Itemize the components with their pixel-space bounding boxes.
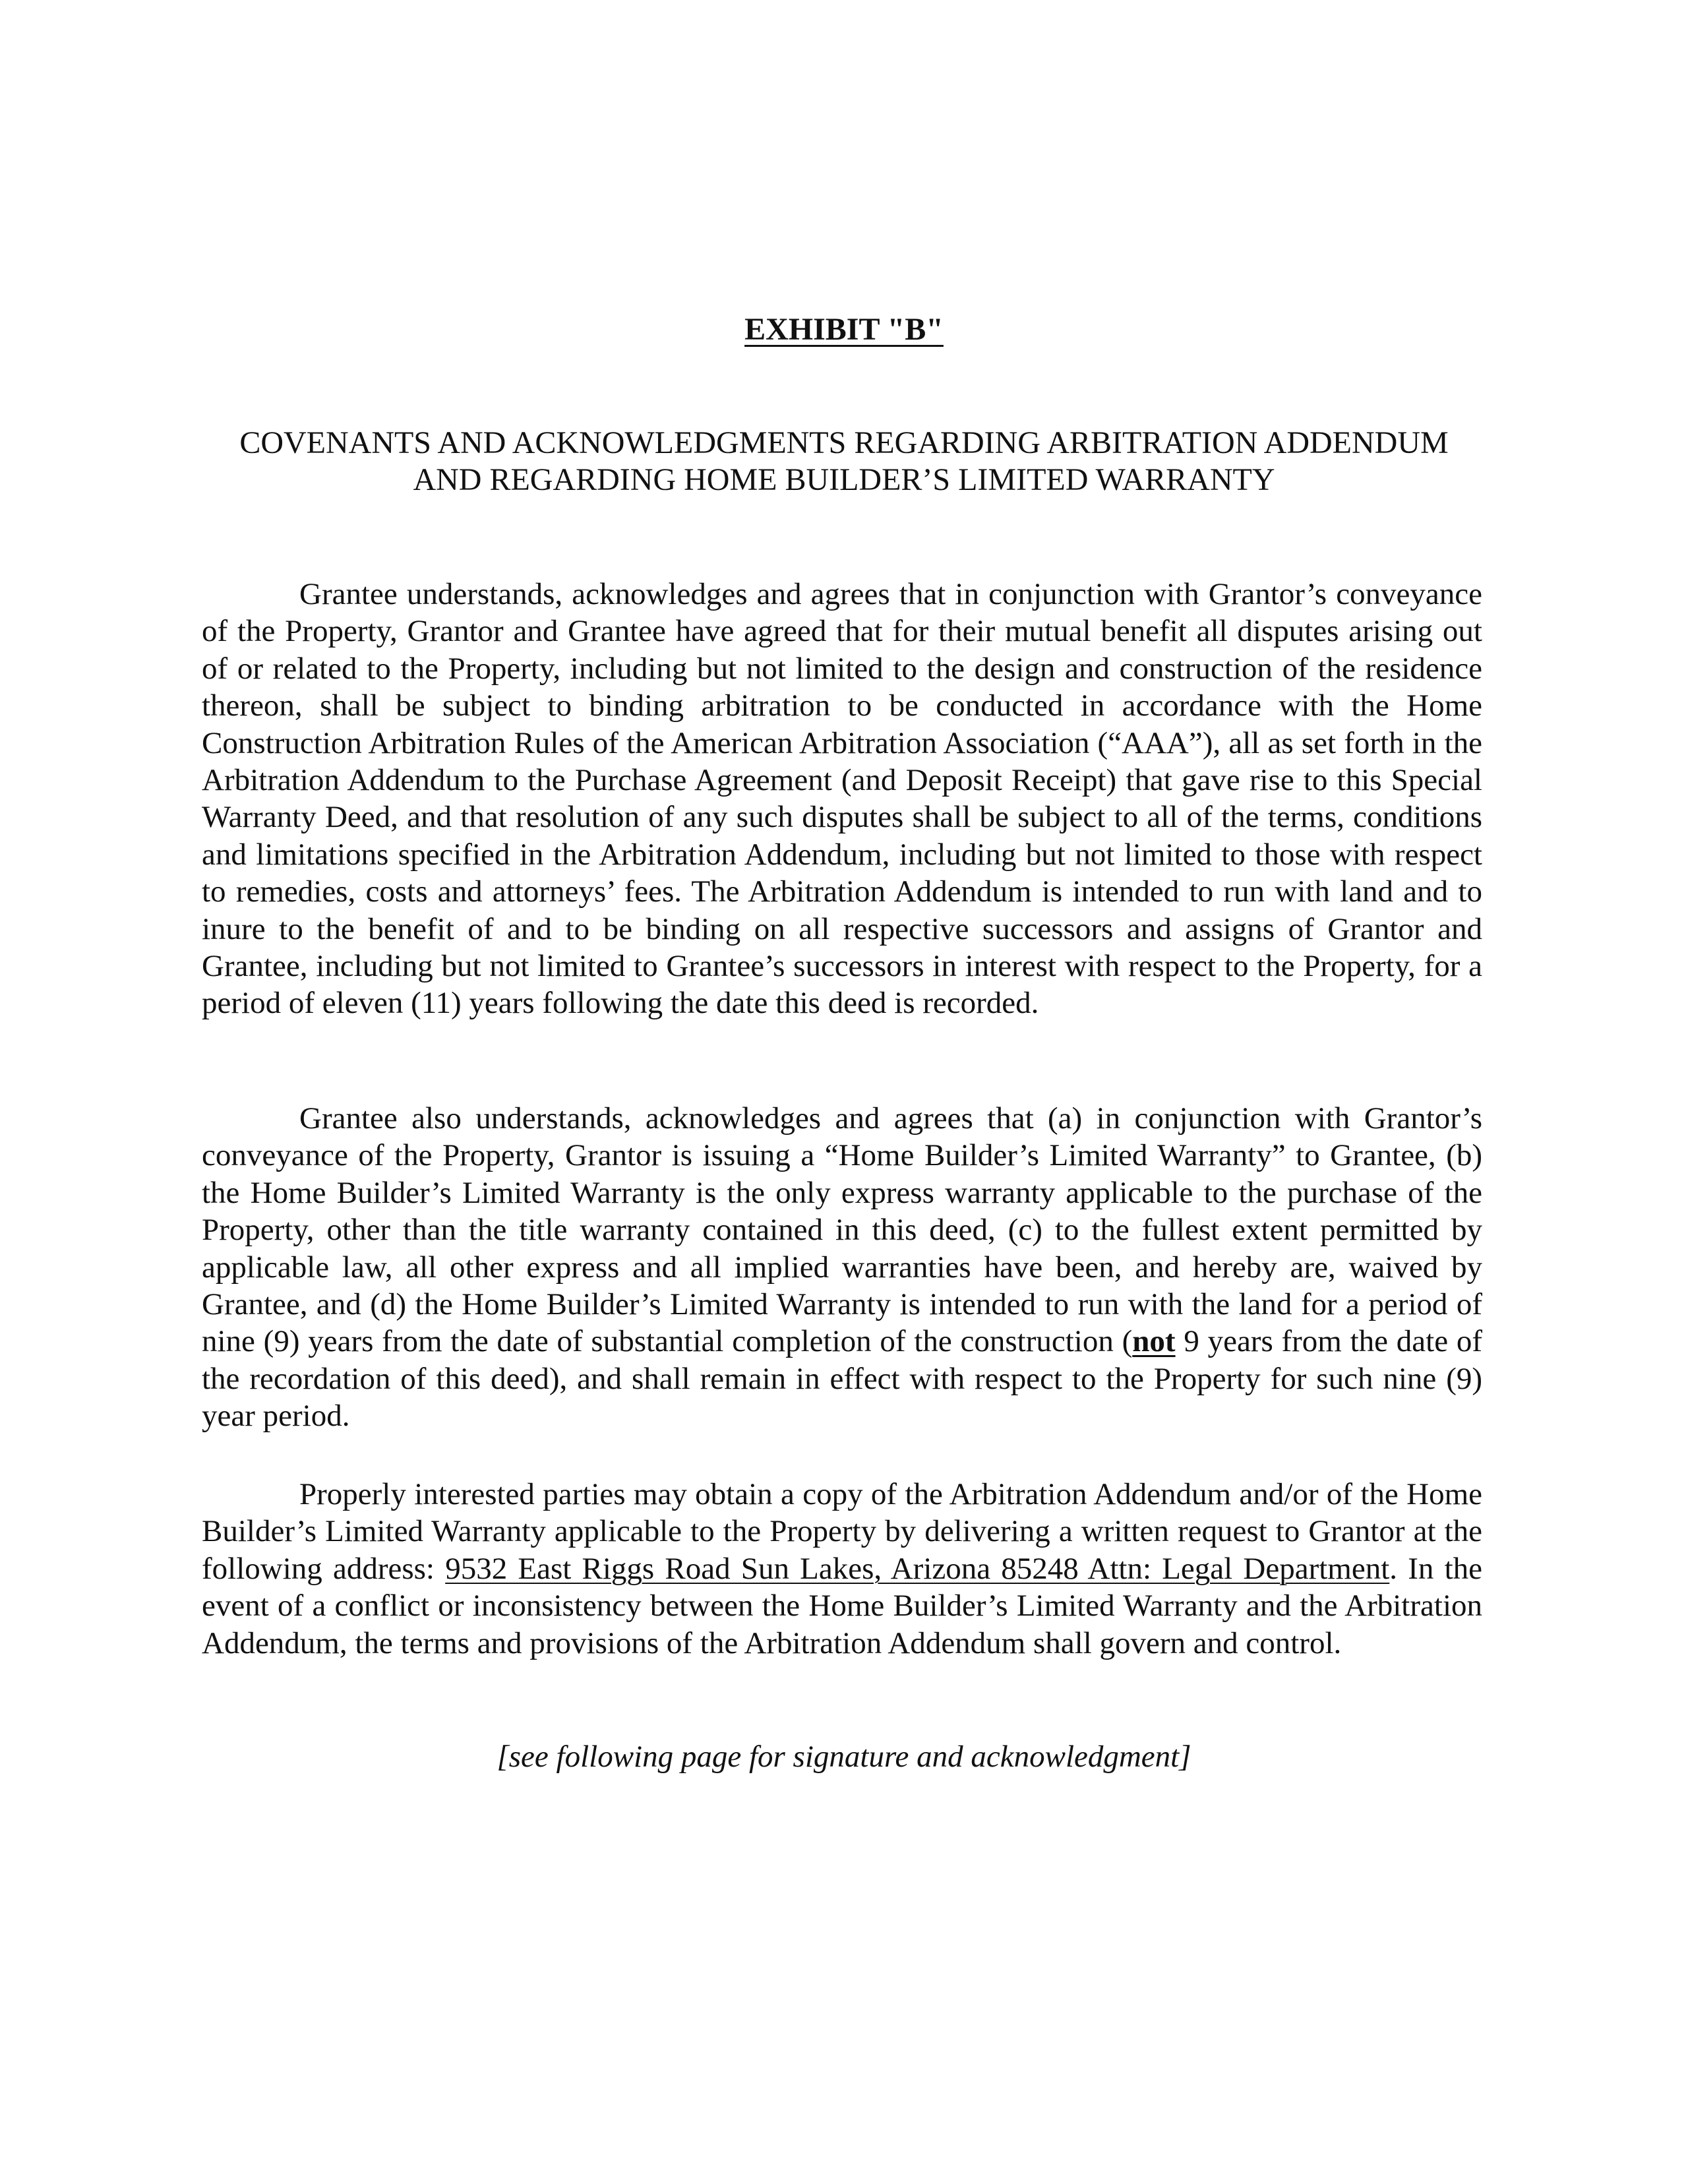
warranty-paragraph-text-start: Grantee also understands, acknowledges and agrees that (a) in conjunction with Grantor’s conveyance of the Property, Grantor is issuing a “Home Builder’s Limited Warranty” to Grantee, (b) the Home Builder’s Limited Warranty is the only express warranty applicable to the purchase of the Property, other than the title warranty contained in this deed, (c) to the fullest extent permitted by applicable law, all other express and all implied warranties have been, and hereby are, waived by Grantee, and (d) the Home Builder’s Limited Warranty is intended to run with the land for a period of nine (9) years from the date of substantial completion of the construction ( <box>202 1101 1482 1359</box>
grantor-address: 9532 East Riggs Road Sun Lakes, Arizona 85248 Attn: Legal Department <box>445 1551 1390 1586</box>
warranty-paragraph-text-end: 9 years from the date of the recordation of this deed), and shall remain in effect with respect to the Property for such nine (9) year period. <box>202 1324 1482 1434</box>
signature-page-note: [see following page for signature and acknowledgment] <box>497 1740 1191 1774</box>
warranty-emphasis-not: not <box>1132 1324 1176 1359</box>
warranty-paragraph <box>202 1100 1482 1435</box>
request-copy-paragraph <box>202 1476 1482 1662</box>
heading-line-1: COVENANTS AND ACKNOWLEDGMENTS REGARDING ARBITRATION ADDENDUM <box>239 425 1449 460</box>
request-copy-text-start: Properly interested parties may obtain a copy of the Arbitration Addendum and/or of the Home Builder’s Limited Warranty applicable to the Property by delivering a written request to Grantor at the following address: <box>202 1477 1482 1586</box>
arbitration-paragraph-text: Grantee understands, acknowledges and agrees that in conjunction with Grantor’s conveyance of the Property, Grantor and Grantee have agreed that for their mutual benefit all disputes arising out of or related to the Property, including but not limited to the design and construction of the residence thereon, shall be subject to binding arbitration to be conducted in accordance with the Home Construction Arbitration Rules of the American Arbitration Association (“AAA”), all as set forth in the Arbitration Addendum to the Purchase Agreement (and Deposit Receipt) that gave rise to this Special Warranty Deed, and that resolution of any such disputes shall be subject to all of the terms, conditions and limitations specified in the Arbitration Addendum, including but not limited to those with respect to remedies, costs and attorneys’ fees. The Arbitration Addendum is intended to run with land and to inure to the benefit of and to be binding on all respective successors and assigns of Grantor and Grantee, including but not limited to Grantee’s successors in interest with respect to the Property, for a period of eleven (11) years following the date this deed is recorded. <box>202 577 1482 1021</box>
request-copy-text-end: . In the event of a conflict or inconsistency between the Home Builder’s Limited Warranty and the Arbitration Addendum, the terms and provisions of the Arbitration Addendum shall govern and control. <box>202 1551 1482 1660</box>
heading-line-2: AND REGARDING HOME BUILDER’S LIMITED WARRANTY <box>413 462 1275 497</box>
document-heading <box>0 425 1688 499</box>
exhibit-title: EXHIBIT "B" <box>744 312 944 347</box>
arbitration-paragraph <box>202 576 1482 1022</box>
